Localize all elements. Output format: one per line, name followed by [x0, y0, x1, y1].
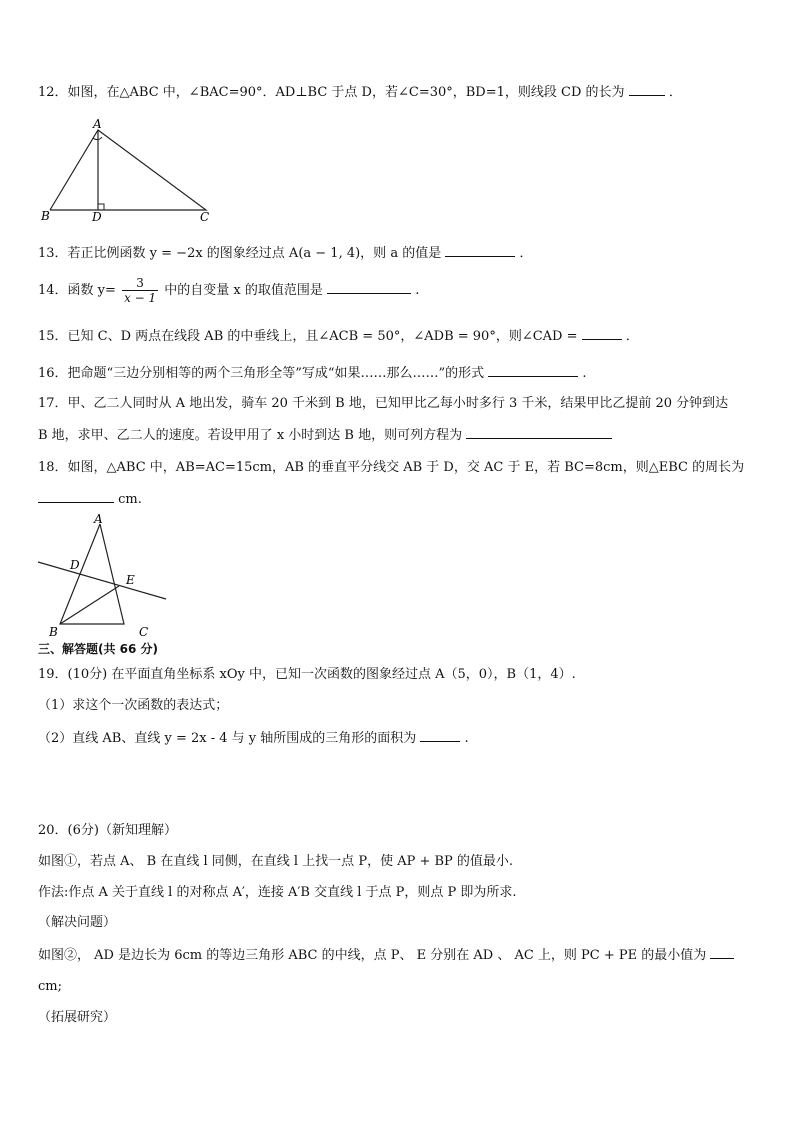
question-20-heading: 20．(6分)（新知理解） [38, 823, 177, 838]
section-3-heading: 三、解答题(共 66 分) [38, 642, 159, 656]
label-a: A [94, 512, 103, 526]
perpendicular-bisector-de [38, 562, 166, 599]
answer-blank-17[interactable] [466, 426, 612, 439]
figure-18-triangle [36, 512, 176, 640]
answer-blank-19[interactable] [420, 729, 460, 742]
answer-blank-18[interactable] [38, 490, 114, 503]
question-20-line-5-text: 如图②， AD 是边长为 6cm 的等边三角形 ABC 的中线，点 P、 E 分别在 AD 、 AC 上，则 PC + PE 的最小值为 [38, 948, 707, 963]
question-19-part-1: （1）求这个一次函数的表达式； [38, 698, 229, 713]
question-17-line-1: 17．甲、乙二人同时从 A 地出发，骑车 20 千米到 B 地，已知甲比乙每小时多行 3 千米，结果甲比乙提前 20 分钟到达 [38, 396, 729, 411]
answer-blank-14[interactable] [327, 281, 411, 294]
triangle-abc-outline [50, 130, 206, 210]
answer-blank-16[interactable] [488, 364, 578, 377]
question-20-line-5 [38, 946, 734, 965]
answer-blank-20[interactable] [710, 946, 734, 959]
label-e: E [126, 573, 135, 587]
question-12-text: 12．如图，在△ABC 中，∠BAC=90°．AD⊥BC 于点 D，若∠C=30°，BD=1，则线段 CD 的长为 [38, 85, 625, 100]
question-17-line-2 [38, 426, 612, 445]
question-13 [38, 244, 533, 263]
question-18-unit: cm. [118, 492, 142, 507]
question-19-line-1: 19．(10分) 在平面直角坐标系 xOy 中，已知一次函数的图象经过点 A（5，0），B（1，4）. [38, 667, 576, 682]
question-16-end: . [582, 366, 587, 381]
question-14-text-b: 中的自变量 x 的取值范围是 [164, 283, 323, 298]
question-20-line-6: cm; [38, 979, 62, 994]
answer-blank-13[interactable] [445, 244, 515, 257]
segment-be [60, 586, 119, 624]
question-20-line-4: （解决问题） [38, 915, 117, 930]
question-17-text: B 地，求甲、乙二人的速度。若设甲用了 x 小时到达 B 地，则可列方程为 [38, 428, 463, 443]
question-19-part-2 [38, 729, 469, 748]
question-20-line-2: 如图①，若点 A、 B 在直线 l 同侧，在直线 l 上找一点 P，使 AP + BP 的值最小. [38, 854, 514, 869]
question-18-line-2 [38, 490, 142, 509]
label-b: B [49, 625, 58, 639]
label-b: B [41, 209, 50, 223]
fraction-denominator: x − 1 [124, 291, 157, 305]
label-c: C [200, 210, 210, 224]
label-d: D [70, 558, 80, 572]
question-15 [38, 327, 639, 346]
question-13-text: 13．若正比例函数 y = −2x 的图象经过点 A(a − 1, 4)，则 a 的值是 [38, 246, 442, 261]
question-20-line-7: （拓展研究） [38, 1010, 117, 1025]
question-15-text: 15．已知 C、D 两点在线段 AB 的中垂线上，且∠ACB = 50°，∠ADB = 90°，则∠CAD = [38, 329, 578, 344]
fraction-3-over-x-minus-1 [122, 276, 158, 305]
question-16 [38, 364, 587, 383]
label-c: C [139, 625, 149, 639]
question-19-part-2-text: （2）直线 AB、直线 y = 2x - 4 与 y 轴所围成的三角形的面积为 [38, 731, 417, 746]
label-a: A [93, 117, 102, 131]
label-d: D [92, 210, 102, 224]
answer-blank-15[interactable] [582, 327, 622, 340]
question-15-end: ． [625, 329, 639, 344]
triangle-abc-outline [60, 524, 124, 624]
question-12-end: ． [668, 85, 682, 100]
question-20-line-3: 作法:作点 A 关于直线 l 的对称点 A′，连接 A′B 交直线 l 于点 P，则点 P 即为所求. [38, 885, 517, 900]
question-14-end: . [415, 283, 420, 298]
question-16-text: 16．把命题“三边分别相等的两个三角形全等”写成“如果……那么……”的形式 [38, 366, 485, 381]
fraction-numerator: 3 [122, 276, 158, 291]
question-14 [38, 276, 419, 305]
question-13-end: ． [519, 246, 533, 261]
question-19-end: . [464, 731, 469, 746]
answer-blank-12[interactable] [629, 83, 665, 96]
question-18-line-1: 18．如图，△ABC 中，AB=AC=15cm，AB 的垂直平分线交 AB 于 D，交 AC 于 E，若 BC=8cm，则△EBC 的周长为 [38, 460, 745, 475]
figure-12-triangle [36, 116, 226, 226]
question-14-text-a: 14．函数 y= [38, 283, 116, 298]
question-12 [38, 83, 682, 102]
